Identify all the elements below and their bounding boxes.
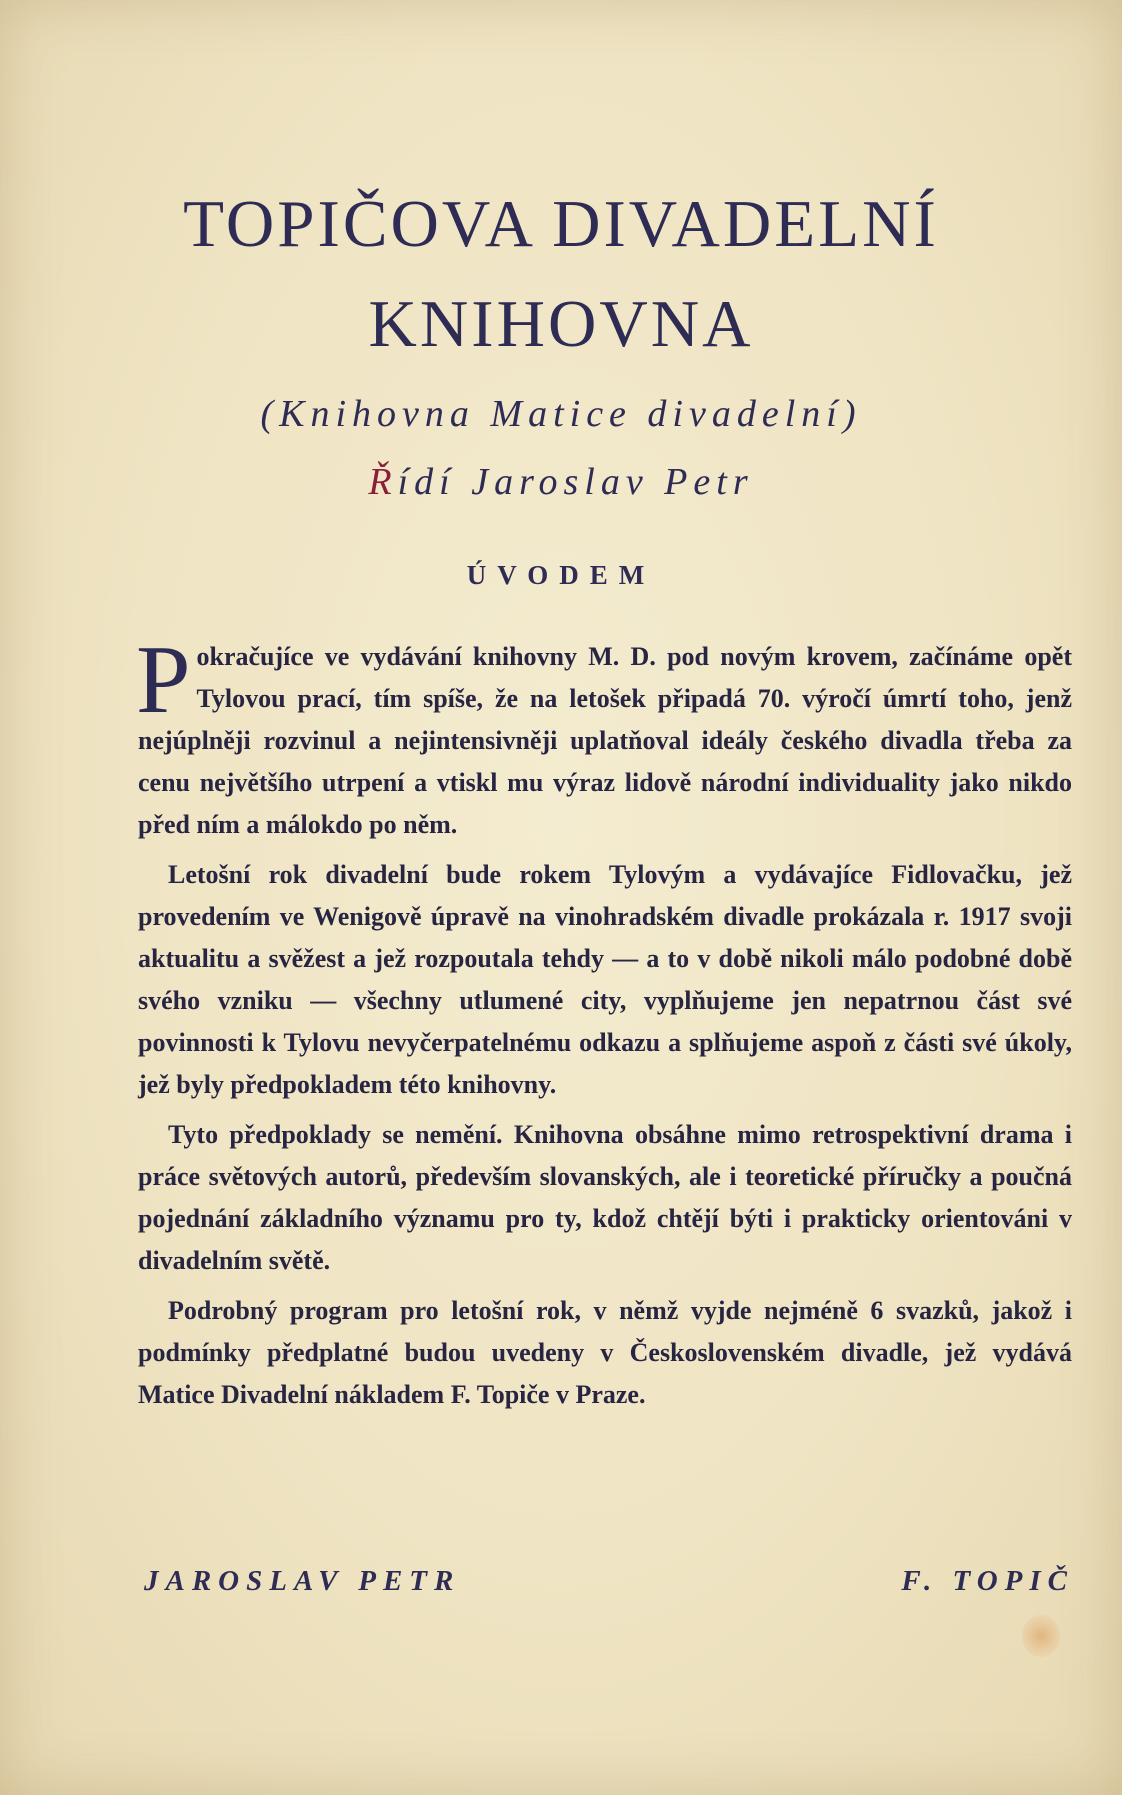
subtitle-line-1: (Knihovna Matice divadelní) bbox=[260, 393, 862, 435]
paragraph-1-text: okračujíce ve vydávání knihovny M. D. pod novým krovem, začínáme opět Tylovou prací, tím spíše, že na letošek připadá 70. výročí úmrtí toho, jenž nejúplněji rozvinul a nejintensivněji uplatňoval ideály českého divadla třeba za cenu největšího utrpení a vtiskl mu výraz lidově národní individuality jako nikdo před ním a málokdo po něm. bbox=[138, 642, 1072, 839]
paragraph-3: Tyto předpoklady se nemění. Knihovna obsáhne mimo retrospektivní drama i práce světových autorů, především slovanských, ale i teoretické příručky a poučná pojednání základního významu pro ty, kdož chtějí býti i prakticky orientováni v divadelním světě. bbox=[138, 1120, 1072, 1275]
paragraph-1 bbox=[136, 626, 1072, 846]
paragraph-4: Podrobný program pro letošní rok, v němž vyjde nejméně 6 svazků, jakož i podmínky předplatné budou uvedeny v Československém divadle, jež vydává Matice Divadelní nákladem F. Topiče v Praze. bbox=[138, 1296, 1072, 1409]
subtitle-line-2 bbox=[0, 460, 1122, 504]
subtitle-editor-text: ídí Jaroslav Petr bbox=[397, 461, 754, 503]
signature-editor: JAROSLAV PETR bbox=[144, 1565, 461, 1597]
paragraph-2: Letošní rok divadelní bude rokem Tylovým a vydávajíce Fidlovačku, jež provedením ve Wenigově úpravě na vinohradském divadle prokázala r. 1917 svoji aktualitu a svěžest a jež rozpoutala tehdy — a to v době nikoli málo podobné době svého vzniku — všechny utlumené city, vyplňujeme jen nepatrnou část své povinnosti k Tylovu nevyčerpatelnému odkazu a splňujeme aspoň z části své úkoly, jež byly předpokladem této knihovny. bbox=[138, 860, 1072, 1099]
paper-stain bbox=[1022, 1615, 1060, 1657]
title-line-2: KNIHOVNA bbox=[368, 287, 754, 361]
intro-text bbox=[136, 626, 1072, 1424]
subtitle-accent-letter: Ř bbox=[368, 461, 398, 503]
signature-publisher: F. TOPIČ bbox=[901, 1565, 1074, 1597]
drop-cap: P bbox=[136, 626, 191, 734]
title-line-1: TOPIČOVA DIVADELNÍ bbox=[183, 187, 939, 261]
section-heading: ÚVODEM bbox=[466, 560, 656, 590]
